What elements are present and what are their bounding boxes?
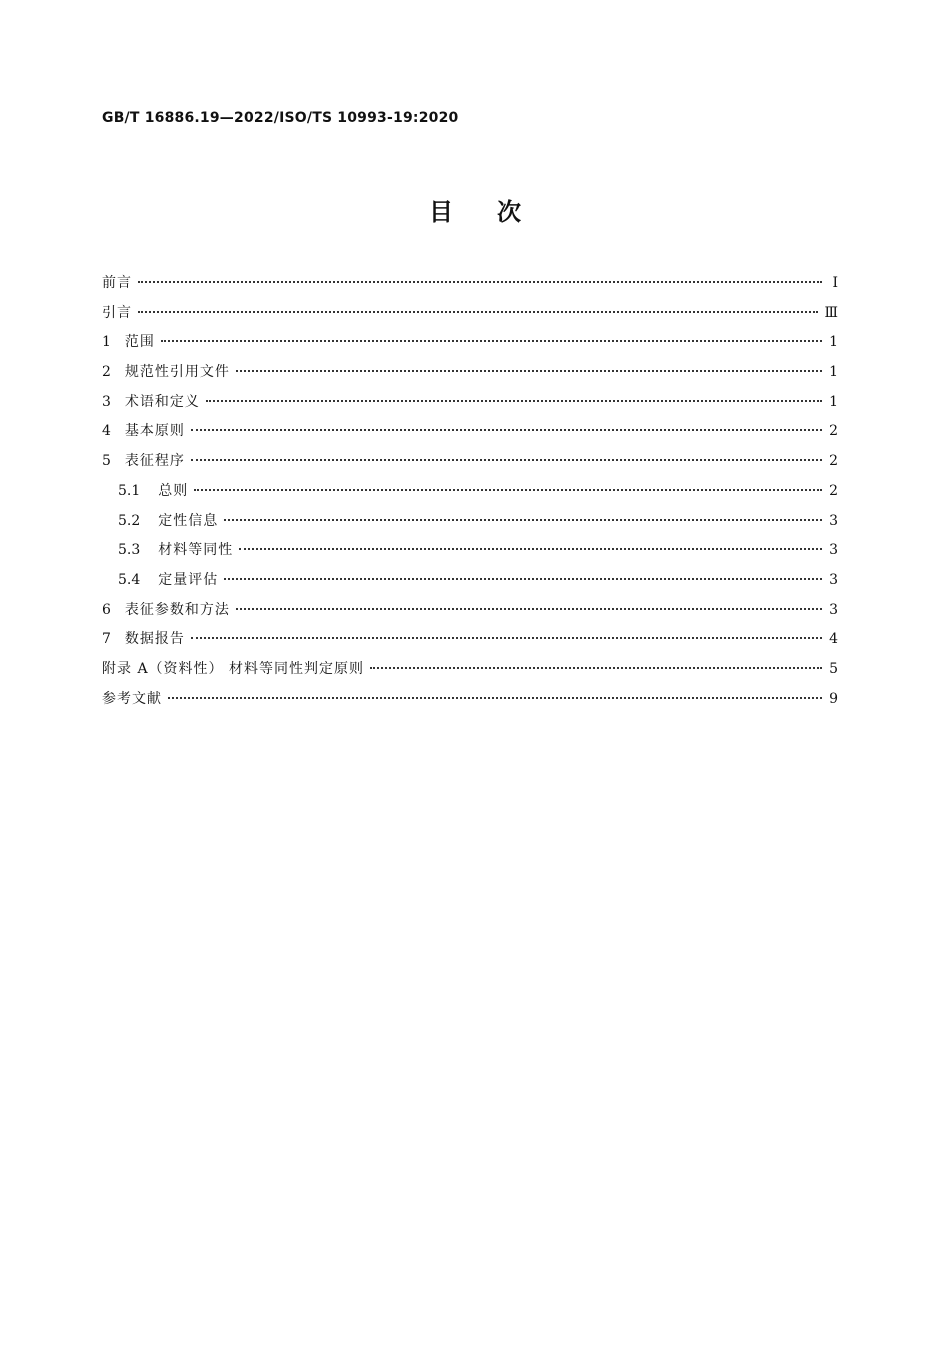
toc-entry-normative-references[interactable]: [102, 361, 838, 391]
toc-entry-number: 5.1: [118, 482, 141, 499]
toc-entry-number: 5.3: [118, 542, 141, 559]
toc-entry-label: 定量评估: [158, 571, 219, 588]
toc-entry-page: 1: [829, 334, 838, 351]
toc-leader-dots: [194, 489, 822, 491]
toc-entry-label: 数据报告: [124, 631, 185, 648]
toc-leader-dots: [224, 578, 822, 580]
toc-entry-parameters-methods[interactable]: [102, 599, 838, 629]
toc-entry-qualitative-information[interactable]: [102, 510, 838, 540]
toc-entry-terms-definitions[interactable]: [102, 391, 838, 421]
table-of-contents: [102, 272, 838, 717]
toc-entry-page: 5: [829, 660, 838, 677]
toc-entry-annex-a[interactable]: [102, 658, 838, 688]
toc-entry-quantitative-assessment[interactable]: [102, 569, 838, 599]
toc-entry-page: 1: [829, 393, 838, 410]
toc-entry-page: 9: [829, 690, 838, 707]
toc-leader-dots: [239, 548, 822, 550]
toc-entry-number: 7: [102, 631, 111, 648]
toc-leader-dots: [168, 697, 822, 699]
toc-entry-label: 规范性引用文件: [124, 364, 230, 381]
toc-entry-label: 总则: [158, 482, 189, 499]
toc-entry-number: 4: [102, 423, 111, 440]
toc-entry-material-equivalence[interactable]: [102, 539, 838, 569]
toc-entry-basic-principles[interactable]: [102, 420, 838, 450]
toc-leader-dots: [191, 429, 822, 431]
toc-entry-number: 2: [102, 364, 111, 381]
toc-entry-scope[interactable]: [102, 331, 838, 361]
toc-entry-data-reporting[interactable]: [102, 628, 838, 658]
toc-entry-label: 材料等同性: [158, 542, 234, 559]
toc-entry-characterization-procedure[interactable]: [102, 450, 838, 480]
toc-entry-page: 3: [829, 601, 838, 618]
toc-entry-number: 5: [102, 453, 111, 470]
toc-entry-number: 3: [102, 393, 111, 410]
toc-entry-label: 引言: [102, 304, 132, 321]
toc-entry-label: 前言: [102, 275, 132, 291]
toc-entry-bibliography[interactable]: [102, 688, 838, 718]
toc-leader-dots: [191, 637, 822, 639]
toc-entry-label: 表征参数和方法: [124, 601, 230, 618]
toc-entry-number: 6: [102, 601, 111, 618]
toc-entry-foreword[interactable]: [102, 272, 838, 302]
toc-entry-page: Ⅰ: [832, 275, 838, 291]
toc-entry-introduction[interactable]: [102, 302, 838, 332]
toc-entry-page: 2: [829, 482, 838, 499]
toc-title: 目次: [429, 198, 565, 226]
toc-entry-page: 3: [829, 542, 838, 559]
toc-entry-number: 5.2: [118, 512, 141, 529]
toc-leader-dots: [206, 400, 822, 402]
standard-code-header: GB/T 16886.19—2022/ISO/TS 10993-19:2020: [102, 110, 459, 126]
toc-entry-page: 3: [829, 512, 838, 529]
toc-entry-label: 参考文献: [102, 690, 162, 707]
toc-entry-page: 1: [829, 364, 838, 381]
toc-leader-dots: [138, 311, 818, 313]
toc-entry-label: 附录 A（资料性） 材料等同性判定原则: [102, 660, 365, 677]
toc-entry-page: 2: [829, 423, 838, 440]
toc-leader-dots: [236, 608, 822, 610]
toc-entry-number: 1: [102, 334, 111, 351]
toc-entry-general[interactable]: [102, 480, 838, 510]
toc-leader-dots: [370, 667, 822, 669]
toc-entry-label: 表征程序: [124, 453, 185, 470]
toc-leader-dots: [138, 281, 822, 283]
toc-entry-label: 基本原则: [124, 423, 185, 440]
toc-entry-page: 3: [829, 571, 838, 588]
toc-leader-dots: [191, 459, 822, 461]
toc-leader-dots: [161, 340, 822, 342]
toc-leader-dots: [224, 519, 822, 521]
toc-entry-page: 4: [829, 631, 838, 648]
toc-entry-page: 2: [829, 453, 838, 470]
toc-entry-label: 范围: [124, 334, 155, 351]
toc-leader-dots: [236, 370, 822, 372]
toc-entry-page: Ⅲ: [824, 304, 838, 321]
toc-entry-label: 术语和定义: [124, 393, 200, 410]
toc-entry-label: 定性信息: [158, 512, 219, 529]
toc-entry-number: 5.4: [118, 571, 141, 588]
